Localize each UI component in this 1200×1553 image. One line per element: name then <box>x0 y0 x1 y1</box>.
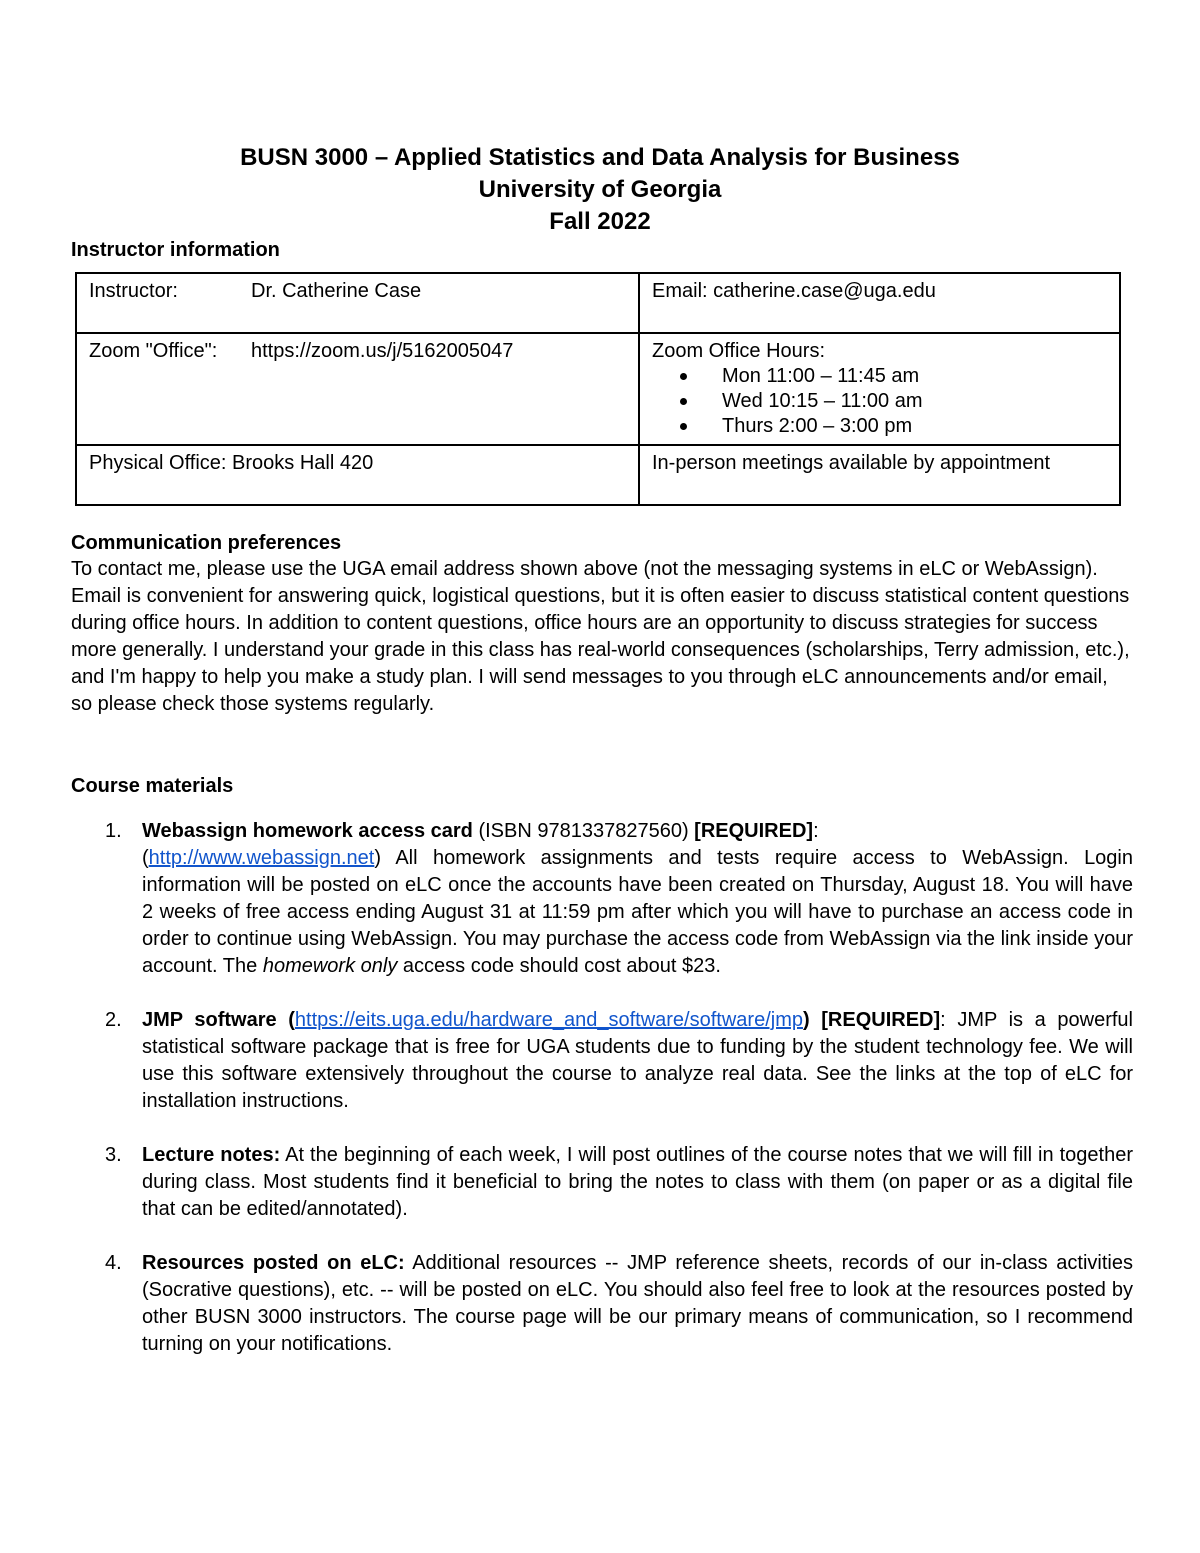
jmp-item-text <box>142 1007 1133 1115</box>
list-item <box>666 414 1107 439</box>
bullet-icon <box>680 373 687 380</box>
item-number: 4. <box>105 1252 122 1274</box>
office-hours-wed: Wed 10:15 – 11:00 am <box>722 390 923 412</box>
item-title: Webassign homework access card <box>142 820 473 842</box>
table-row <box>76 445 1120 505</box>
list-item <box>71 1250 1133 1358</box>
bullet-icon <box>680 423 687 430</box>
list-item <box>71 818 1133 980</box>
zoom-office-label: Zoom "Office": <box>89 340 218 362</box>
term: Fall 2022 <box>549 208 651 235</box>
materials-list <box>71 818 1133 1385</box>
table-row <box>76 333 1120 445</box>
instructor-name: Dr. Catherine Case <box>251 280 422 302</box>
in-person-cell <box>639 445 1120 505</box>
punctuation: ) <box>802 1009 810 1031</box>
course-title: BUSN 3000 – Applied Statistics and Data Analysis for Business <box>240 144 960 171</box>
resources-description: Additional resources -- JMP reference sheets, records of our in-class activities (Socrative questions), etc. -- will be posted on eLC. You should also feel free to look at the resources posted by other BUSN 3000 instructors. The course page will be our primary means of communication, so I recommend turning on your notifications. <box>142 1252 1133 1355</box>
lecture-notes-description: At the beginning of each week, I will post outlines of the course notes that we will fill in together during class. Most students find it beneficial to bring the notes to class with them (on paper or as a digital file that can be edited/annotated). <box>142 1144 1133 1220</box>
webassign-link[interactable]: http://www.webassign.net <box>148 847 375 869</box>
list-item <box>666 389 1107 414</box>
instructor-cell <box>76 273 639 333</box>
instructor-label: Instructor: <box>89 280 178 302</box>
physical-office: Physical Office: Brooks Hall 420 <box>89 452 374 474</box>
instructor-info-heading: Instructor information <box>71 239 280 261</box>
webassign-description: ) All homework assignments and tests require access to WebAssign. Login information will be posted on eLC once the accounts have been created on Thursday, August 18. You will have 2 weeks of free access ending August 31 at 11:59 pm after which you will have to purchase an access code in order to continue using WebAssign. You may purchase the access code from WebAssign via the link inside your account. The <box>142 847 1133 977</box>
table-row <box>76 273 1120 333</box>
office-hours-thurs: Thurs 2:00 – 3:00 pm <box>722 415 913 437</box>
list-item <box>71 1142 1133 1223</box>
homework-only-text: homework only <box>262 955 398 977</box>
title-block <box>0 142 1200 238</box>
materials-heading: Course materials <box>71 775 234 797</box>
webassign-item-text <box>142 818 1133 980</box>
required-tag: [REQUIRED] <box>694 820 814 842</box>
item-title: JMP software <box>142 1009 277 1031</box>
office-hours-mon: Mon 11:00 – 11:45 am <box>722 365 920 387</box>
university-name: University of Georgia <box>478 176 722 203</box>
jmp-description: : JMP is a powerful statistical software package that is free for UGA students due to funding by the student technology fee. We will use this software extensively throughout the course to analyze real data. See the links at the top of eLC for installation instructions. <box>142 1009 1133 1112</box>
resources-item-text <box>142 1250 1133 1358</box>
communication-heading: Communication preferences <box>71 532 342 554</box>
punctuation: ( <box>276 1009 295 1031</box>
zoom-office-url[interactable]: https://zoom.us/j/5162005047 <box>251 340 514 362</box>
jmp-link[interactable]: https://eits.uga.edu/hardware_and_software/software/jmp <box>294 1009 803 1031</box>
office-hours-label: Zoom Office Hours: <box>652 340 826 362</box>
isbn-text: (ISBN 9781337827560) <box>472 820 695 842</box>
punctuation: : <box>813 820 819 842</box>
required-tag: [REQUIRED] <box>809 1009 941 1031</box>
punctuation: ( <box>142 847 149 869</box>
list-item <box>666 364 1107 389</box>
email-cell <box>639 273 1120 333</box>
zoom-office-cell <box>76 333 639 445</box>
communication-body: To contact me, please use the UGA email address shown above (not the messaging systems in eLC or WebAssign). Email is convenient for answering quick, logistical questions, but it is often easier to discuss statistical content questions during office hours. In addition to content questions, office hours are an opportunity to discuss strategies for success more generally. I understand your grade in this class has real-world consequences (scholarships, Terry admission, etc.), and I'm happy to help you make a study plan. I will send messages to you through eLC announcements and/or email, so please check those systems regularly. <box>71 558 1130 715</box>
instructor-info-table <box>75 272 1121 506</box>
webassign-cost: access code should cost about $23. <box>397 955 721 977</box>
email-address[interactable]: catherine.case@uga.edu <box>713 280 936 302</box>
bullet-icon <box>680 398 687 405</box>
list-item <box>71 1007 1133 1115</box>
item-title: Resources posted on eLC: <box>142 1252 405 1274</box>
item-number: 1. <box>105 820 122 842</box>
physical-office-cell <box>76 445 639 505</box>
in-person-note: In-person meetings available by appointment <box>652 452 1051 474</box>
lecture-notes-item-text <box>142 1142 1133 1223</box>
item-title: Lecture notes: <box>142 1144 281 1166</box>
item-number: 3. <box>105 1144 122 1166</box>
item-number: 2. <box>105 1009 122 1031</box>
email-label: Email: <box>652 280 708 302</box>
office-hours-cell <box>639 333 1120 445</box>
office-hours-list <box>652 364 1107 439</box>
